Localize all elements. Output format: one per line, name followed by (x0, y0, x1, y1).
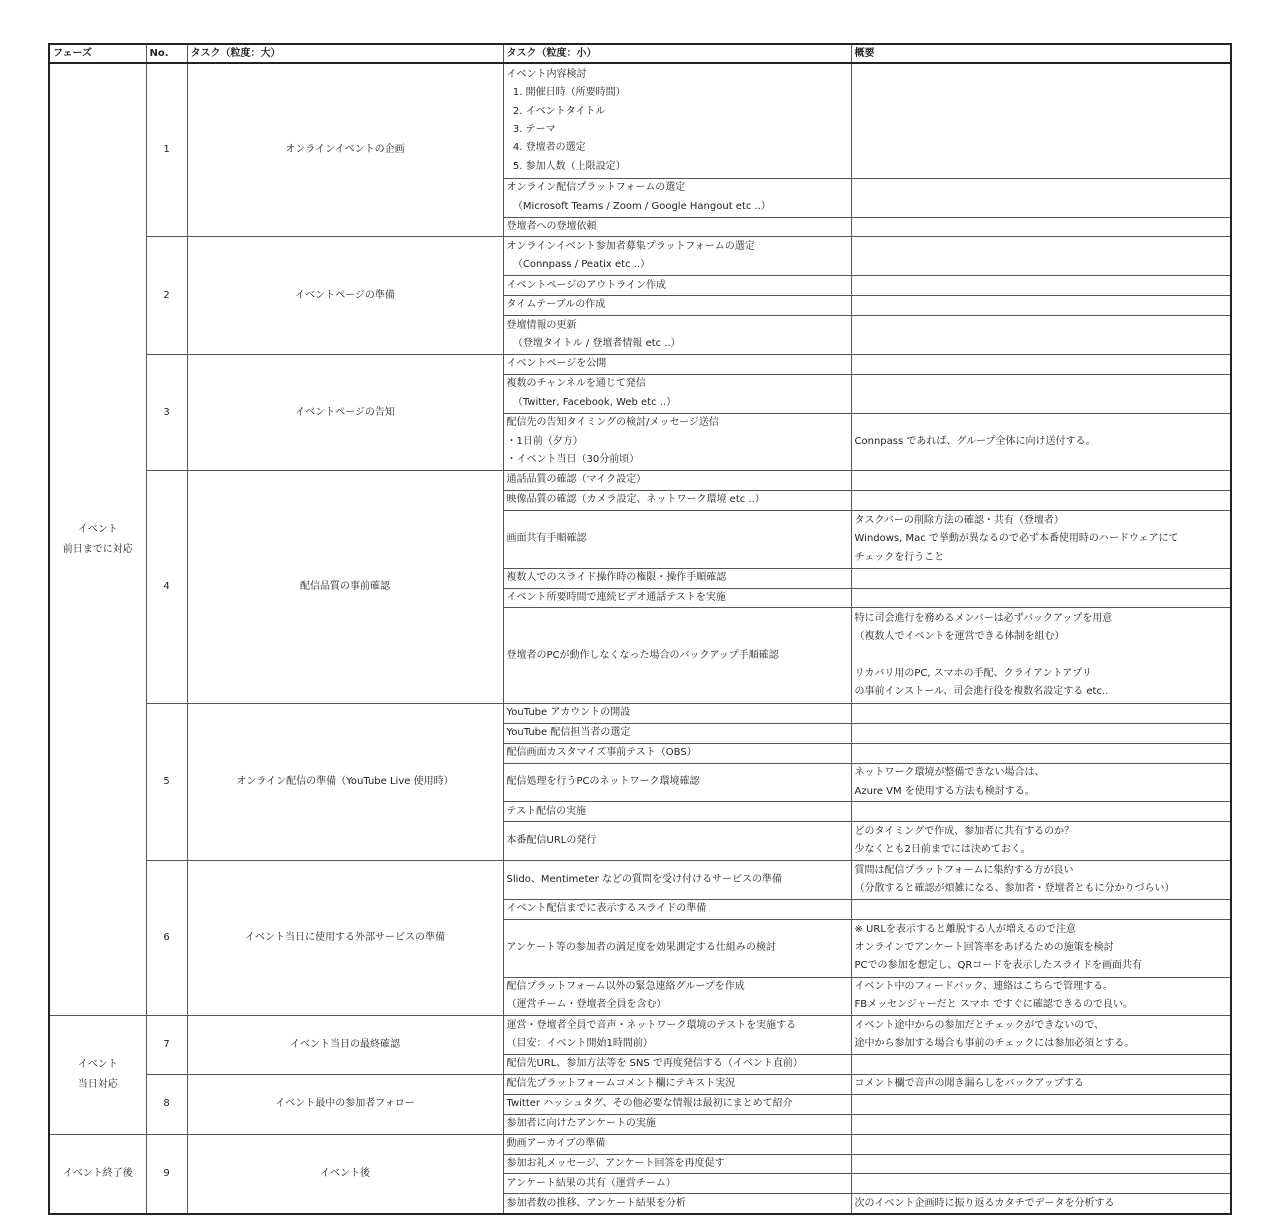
cell-line: 本番配信URLの発行 (506, 835, 597, 847)
cell-line: 少なくとも2日前までには決めておく。 (854, 844, 1031, 856)
cell-line: 登壇者のPCが動作しなくなった場合のバックアップ手順確認 (506, 649, 779, 661)
subtask-cell[interactable] (503, 511, 851, 569)
cell-line: ※ URLを表示すると離脱する人が増えるので注意 (854, 923, 1076, 935)
phase-label: 前日までに対応 (62, 543, 133, 555)
subtask-cell[interactable] (503, 1094, 851, 1114)
cell-line: （Microsoft Teams / Zoom / Google Hangout etc ..） (506, 200, 771, 212)
subtask-cell[interactable] (503, 316, 851, 355)
summary-cell[interactable] (851, 413, 1231, 471)
header-task-large[interactable]: タスク（粒度：大） (187, 44, 503, 63)
subtask-cell[interactable] (503, 1154, 851, 1174)
cell-line: 1. 開催日時（所要時間） (506, 87, 626, 99)
summary-cell[interactable] (851, 608, 1231, 704)
table-row (49, 1134, 1231, 1154)
cell-line: リカバリ用のPC, スマホの手配、クライアントアプリ (854, 667, 1092, 679)
cell-line: タスクバーの削除方法の確認・共有（登壇者） (854, 514, 1064, 526)
cell-line: イベント途中からの参加だとチェックができないので、 (854, 1019, 1104, 1031)
subtask-cell[interactable] (503, 354, 851, 374)
cell-line: イベントページのアウトライン作成 (506, 279, 666, 291)
table-row (49, 1074, 1231, 1094)
cell-line: イベント配信までに表示するスライドの準備 (506, 903, 707, 915)
subtask-cell[interactable] (503, 491, 851, 511)
phase-label: イベント終了後 (62, 1167, 133, 1179)
subtask-cell[interactable] (503, 588, 851, 608)
summary-cell[interactable] (851, 511, 1231, 569)
group-task-cell[interactable]: オンライン配信の準備（YouTube Live 使用時） (187, 703, 503, 860)
summary-cell[interactable] (851, 178, 1231, 217)
task-table (48, 43, 1232, 1215)
summary-cell[interactable] (851, 374, 1231, 413)
subtask-cell[interactable] (503, 1114, 851, 1134)
cell-line: （目安：イベント開始1時間前） (506, 1038, 653, 1050)
cell-line (855, 451, 1228, 469)
subtask-cell[interactable] (503, 763, 851, 802)
summary-cell[interactable] (851, 316, 1231, 355)
cell-line: 4. 登壇者の選定 (506, 142, 586, 154)
summary-cell[interactable] (851, 723, 1231, 743)
summary-cell[interactable] (851, 568, 1231, 588)
cell-line: （分散すると確認が煩雑になる、参加者・登壇者ともに分かりづらい） (854, 883, 1175, 895)
cell-line: Windows, Mac で挙動が異なるので必ず本番使用時のハードウェアにて (854, 533, 1179, 545)
subtask-cell[interactable] (503, 276, 851, 296)
summary-cell[interactable] (851, 354, 1231, 374)
cell-line: 配信プラットフォーム以外の緊急連絡グループを作成 (506, 981, 745, 992)
cell-line: イベント内容検討 (506, 68, 587, 80)
header-row (49, 44, 1231, 63)
table-row (49, 237, 1231, 276)
subtask-cell[interactable] (503, 977, 851, 1016)
group-no-cell[interactable]: 1 (146, 63, 187, 237)
cell-line: 配信画面カスタマイズ事前テスト（OBS） (506, 747, 697, 758)
cell-line: ・1日前（夕方） (506, 435, 583, 447)
subtask-cell[interactable] (503, 63, 851, 178)
cell-line: 2. イベントタイトル (506, 105, 606, 117)
cell-line: YouTube 配信担当者の選定 (506, 727, 631, 739)
cell-line: 配信先プラットフォームコメント欄にテキスト実況 (506, 1078, 736, 1090)
cell-line: Connpass であれば、グループ全体に向け送付する。 (854, 435, 1096, 447)
group-task-cell[interactable]: イベント最中の参加者フォロー (187, 1074, 503, 1134)
cell-line: 配信先URL、参加方法等を SNS で再度発信する（イベント直前） (506, 1058, 803, 1070)
subtask-cell[interactable] (503, 1134, 851, 1154)
phase-cell[interactable] (49, 1134, 146, 1214)
table-row (49, 471, 1231, 491)
phase-cell[interactable] (49, 63, 146, 1015)
group-no-cell[interactable]: 7 (146, 1016, 187, 1075)
subtask-cell[interactable] (503, 237, 851, 276)
cell-line: 登壇者への登壇依頼 (506, 220, 597, 232)
summary-cell[interactable] (851, 1074, 1231, 1094)
cell-line: 次のイベント企画時に振り返るカタチでデータを分析する (854, 1197, 1115, 1209)
phase-label: イベント (77, 523, 118, 535)
cell-line: Twitter ハッシュタグ、その他必要な情報は最初にまとめて紹介 (506, 1098, 793, 1110)
subtask-cell[interactable] (503, 743, 851, 763)
cell-line: 特に司会進行を務めるメンバーは必ずバックアップを用意 (854, 612, 1113, 624)
cell-line: 参加お礼メッセージ、アンケート回答を再度促す (506, 1157, 725, 1169)
cell-line (855, 414, 1228, 432)
subtask-cell[interactable] (503, 178, 851, 217)
cell-line: 配信処理を行うPCのネットワーク環境確認 (506, 776, 700, 788)
group-no-cell[interactable]: 8 (146, 1074, 187, 1134)
table-row (49, 1016, 1231, 1055)
phase-label: 当日対応 (77, 1078, 118, 1090)
group-no-cell[interactable]: 2 (146, 237, 187, 354)
cell-line: 動画アーカイブの準備 (506, 1137, 606, 1149)
cell-line: （登壇タイトル / 登壇者情報 etc ..） (506, 337, 681, 349)
summary-cell[interactable] (851, 588, 1231, 608)
cell-line: 質問は配信プラットフォームに集約する方が良い (854, 864, 1074, 876)
summary-cell[interactable] (851, 1055, 1231, 1075)
subtask-cell[interactable] (503, 723, 851, 743)
summary-cell[interactable] (851, 763, 1231, 802)
header-phase[interactable]: フェーズ (49, 44, 146, 63)
group-task-cell[interactable]: 配信品質の事前確認 (187, 471, 503, 704)
cell-line: （運営チーム・登壇者全員を含む） (506, 999, 667, 1011)
cell-line: 登壇情報の更新 (506, 319, 577, 331)
subtask-cell[interactable] (503, 802, 851, 822)
cell-line: コメント欄で音声の聞き漏らしをバックアップする (854, 1078, 1084, 1090)
subtask-cell[interactable] (503, 1174, 851, 1194)
subtask-cell[interactable] (503, 217, 851, 237)
summary-cell[interactable] (851, 822, 1231, 861)
cell-line: PCでの参加を想定し、QRコードを表示したスライドを画面共有 (854, 960, 1143, 972)
subtask-cell[interactable] (503, 374, 851, 413)
cell-line: イベント中のフィードバック、連絡はこちらで管理する。 (854, 981, 1113, 992)
summary-cell[interactable] (851, 296, 1231, 316)
summary-cell[interactable] (851, 899, 1231, 919)
cell-line: Slido、Mentimeter などの質問を受け付けるサービスの準備 (506, 873, 782, 885)
subtask-cell[interactable] (503, 1055, 851, 1075)
header-summary[interactable]: 概要 (851, 44, 1231, 63)
cell-line: アンケート結果の共有（運営チーム） (506, 1177, 676, 1189)
group-no-cell[interactable]: 3 (146, 354, 187, 470)
summary-cell[interactable] (851, 1174, 1231, 1194)
cell-line: タイムテーブルの作成 (506, 299, 606, 311)
summary-cell[interactable] (851, 703, 1231, 723)
cell-line: どのタイミングで作成、参加者に共有するのか？ (854, 825, 1075, 837)
group-no-cell[interactable]: 6 (146, 861, 187, 1016)
group-no-cell[interactable]: 4 (146, 471, 187, 704)
cell-line: イベント所要時間で連続ビデオ通話テストを実施 (506, 591, 726, 603)
cell-line: 参加者数の推移、アンケート結果を分析 (506, 1197, 686, 1209)
summary-cell[interactable] (851, 217, 1231, 237)
cell-line: 参加者に向けたアンケートの実施 (506, 1118, 656, 1130)
cell-line: 複数人でのスライド操作時の権限・操作手順確認 (506, 571, 727, 583)
cell-line: チェックを行うこと (854, 551, 945, 563)
summary-cell[interactable] (851, 1114, 1231, 1134)
summary-cell[interactable] (851, 63, 1231, 178)
summary-cell[interactable] (851, 977, 1231, 1016)
summary-cell[interactable] (851, 237, 1231, 276)
summary-cell[interactable] (851, 802, 1231, 822)
cell-line: 複数のチャンネルを通じて発信 (506, 378, 646, 390)
phase-label: イベント (77, 1058, 118, 1070)
cell-line: 運営・登壇者全員で音声・ネットワーク環境のテストを実施する (506, 1019, 797, 1031)
table-row (49, 861, 1231, 900)
cell-line: （複数人でイベントを運営できる体制を組む） (854, 631, 1065, 643)
summary-cell[interactable] (851, 1194, 1231, 1214)
header-task-small[interactable]: タスク（粒度：小） (503, 44, 851, 63)
table-row (49, 703, 1231, 723)
cell-line: 途中から参加する場合も事前のチェックには参加必須とする。 (854, 1038, 1135, 1050)
cell-line: 3. テーマ (506, 124, 556, 136)
group-task-cell[interactable]: イベント当日の最終確認 (187, 1016, 503, 1075)
cell-line: Azure VM を使用する方法も検討する。 (854, 785, 1035, 797)
group-task-cell[interactable]: イベント後 (187, 1134, 503, 1214)
cell-line: の事前インストール、司会進行役を複数名設定する etc.. (854, 686, 1109, 698)
summary-cell[interactable] (851, 1154, 1231, 1174)
subtask-cell[interactable] (503, 296, 851, 316)
group-no-cell[interactable]: 5 (146, 703, 187, 860)
group-task-cell[interactable]: イベント当日に使用する外部サービスの準備 (187, 861, 503, 1016)
cell-line: YouTube アカウントの開設 (506, 707, 631, 719)
cell-line: （Connpass / Peatix etc ..） (506, 259, 651, 271)
group-task-cell[interactable]: オンラインイベントの企画 (187, 63, 503, 237)
subtask-cell[interactable] (503, 1016, 851, 1055)
summary-cell[interactable] (851, 276, 1231, 296)
group-no-cell[interactable]: 9 (146, 1134, 187, 1214)
cell-line: アンケート等の参加者の満足度を効果測定する仕組みの検討 (506, 941, 776, 953)
subtask-cell[interactable] (503, 822, 851, 861)
table-row (49, 63, 1231, 178)
subtask-cell[interactable] (503, 861, 851, 900)
subtask-cell[interactable] (503, 608, 851, 704)
subtask-cell[interactable] (503, 899, 851, 919)
cell-line: FBメッセンジャーだと スマホ ですぐに確認できるので良い。 (854, 999, 1133, 1011)
cell-line: 通話品質の確認（マイク設定） (506, 474, 647, 486)
cell-line (855, 647, 1228, 665)
group-task-cell[interactable]: イベントページの準備 (187, 237, 503, 354)
summary-cell[interactable] (851, 861, 1231, 900)
subtask-cell[interactable] (503, 1194, 851, 1214)
table-row (49, 354, 1231, 374)
summary-cell[interactable] (851, 491, 1231, 511)
summary-cell[interactable] (851, 1094, 1231, 1114)
cell-line: イベントページを公開 (506, 358, 607, 370)
cell-line: オンラインイベント参加者募集プラットフォームの選定 (506, 240, 755, 252)
group-task-cell[interactable]: イベントページの告知 (187, 354, 503, 470)
cell-line: オンラインでアンケート回答率をあげるための施策を検討 (854, 941, 1114, 953)
summary-cell[interactable] (851, 743, 1231, 763)
header-no[interactable]: No. (146, 44, 187, 63)
cell-line: 配信先の告知タイミングの検討/メッセージ送信 (506, 417, 719, 429)
summary-cell[interactable] (851, 471, 1231, 491)
summary-cell[interactable] (851, 919, 1231, 977)
cell-line: テスト配信の実施 (506, 805, 587, 817)
cell-line: （Twitter, Facebook, Web etc ..） (506, 396, 677, 408)
cell-line: 5. 参加人数（上限設定） (506, 160, 626, 172)
cell-line: オンライン配信プラットフォームの選定 (506, 182, 686, 194)
subtask-cell[interactable] (503, 1074, 851, 1094)
summary-cell[interactable] (851, 1016, 1231, 1055)
summary-cell[interactable] (851, 1134, 1231, 1154)
subtask-cell[interactable] (503, 919, 851, 977)
cell-line: ・イベント当日（30分前頃） (506, 454, 640, 466)
cell-line: 画面共有手順確認 (506, 533, 587, 545)
phase-cell[interactable] (49, 1016, 146, 1134)
cell-line: ネットワーク環境が整備できない場合は、 (854, 767, 1045, 779)
subtask-cell[interactable] (503, 568, 851, 588)
cell-line: 映像品質の確認（カメラ設定、ネットワーク環境 etc ..） (506, 494, 765, 506)
subtask-cell[interactable] (503, 471, 851, 491)
subtask-cell[interactable] (503, 703, 851, 723)
subtask-cell[interactable] (503, 413, 851, 471)
